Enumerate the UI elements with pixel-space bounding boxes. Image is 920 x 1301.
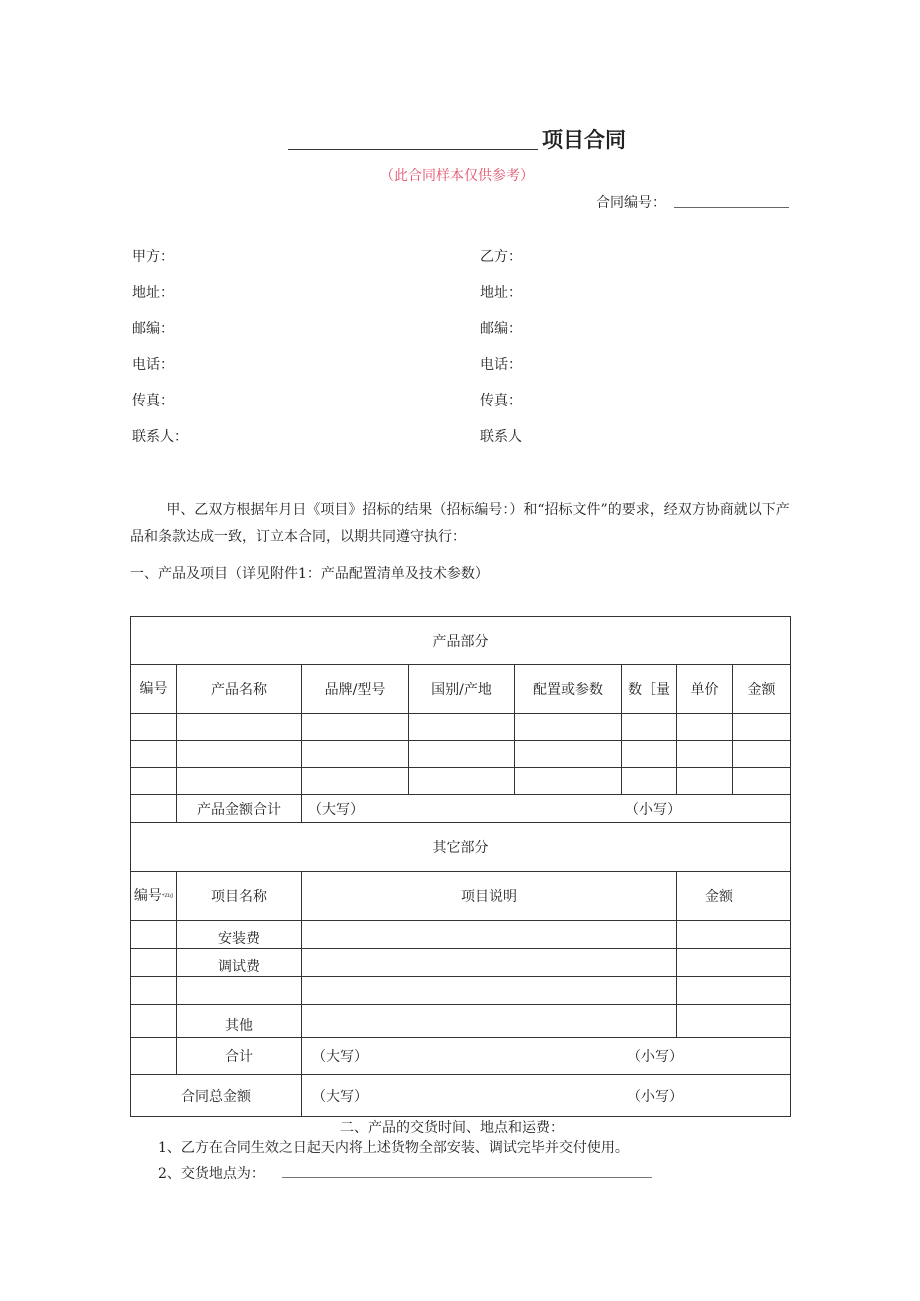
- party-a-phone: 电话：: [132, 357, 174, 373]
- product-total-row: [131, 795, 791, 823]
- table-cell[interactable]: [302, 949, 677, 977]
- other-col-no-mark: *ZbJ: [161, 892, 174, 899]
- col-header-config: 配置或参数: [515, 665, 622, 714]
- table-cell[interactable]: [131, 714, 177, 741]
- table-cell[interactable]: [177, 768, 302, 795]
- contract-number-label: 合同编号：: [596, 195, 666, 211]
- table-cell[interactable]: [677, 741, 733, 768]
- other-row-other: 其他: [177, 1005, 302, 1038]
- other-subtotal-daxie: （大写）: [312, 1049, 368, 1065]
- party-b-fax: 传真：: [480, 393, 522, 409]
- table-cell[interactable]: [677, 714, 733, 741]
- table-cell: [131, 1038, 177, 1075]
- other-col-no-text: 编号: [133, 887, 162, 904]
- product-total-daxie: （大写）: [308, 801, 364, 818]
- party-a-postcode: 邮编：: [132, 321, 174, 337]
- party-a-fax: 传真：: [132, 393, 174, 409]
- table-cell[interactable]: [302, 977, 677, 1005]
- table-row: [131, 768, 791, 795]
- table-row: [131, 714, 791, 741]
- other-section-title: 其它部分: [131, 823, 791, 872]
- table-cell[interactable]: [677, 921, 791, 949]
- party-b-address: 地址：: [480, 285, 522, 301]
- section-1-heading: 一、产品及项目（详见附件1：产品配置清单及技术参数）: [130, 566, 489, 582]
- table-cell[interactable]: [733, 741, 791, 768]
- table-cell[interactable]: [733, 768, 791, 795]
- table-cell[interactable]: [131, 921, 177, 949]
- grand-total-label: 合同总金额: [131, 1075, 302, 1117]
- table-cell: [131, 795, 177, 823]
- table-cell[interactable]: [409, 768, 515, 795]
- table-cell[interactable]: [515, 741, 622, 768]
- other-row-blank: [177, 977, 302, 1005]
- party-b-phone: 电话：: [480, 357, 522, 373]
- col-header-origin: 国别/产地: [409, 665, 515, 714]
- col-header-price: 单价: [677, 665, 733, 714]
- table-cell[interactable]: [177, 714, 302, 741]
- table-cell[interactable]: [622, 714, 677, 741]
- table-cell[interactable]: [677, 949, 791, 977]
- table-cell[interactable]: [131, 1005, 177, 1038]
- other-col-header-amount: 金额: [705, 889, 733, 905]
- col-header-brand: 品牌/型号: [302, 665, 409, 714]
- grand-total-row: [131, 1075, 791, 1117]
- table-cell[interactable]: [131, 977, 177, 1005]
- table-cell[interactable]: [302, 921, 677, 949]
- table-cell[interactable]: [409, 741, 515, 768]
- party-b-contact: 联系人: [480, 429, 522, 445]
- table-cell[interactable]: [515, 714, 622, 741]
- col-header-no: 编号: [131, 665, 177, 714]
- table-cell[interactable]: [302, 1005, 677, 1038]
- title-text: 项目合同: [542, 128, 626, 152]
- other-col-header-desc: 项目说明: [302, 872, 677, 921]
- table-cell[interactable]: [677, 977, 791, 1005]
- table-cell[interactable]: [131, 768, 177, 795]
- other-subtotal-xiaoxie: （小写）: [627, 1049, 683, 1065]
- delivery-item-2-label: 2、交货地点为：: [158, 1166, 265, 1182]
- table-cell[interactable]: [177, 741, 302, 768]
- col-header-amount: 金额: [733, 665, 791, 714]
- grand-total-daxie: （大写）: [312, 1088, 368, 1105]
- table-cell[interactable]: [677, 768, 733, 795]
- other-subtotal-value[interactable]: [302, 1038, 791, 1075]
- contract-title: [288, 124, 688, 154]
- party-b-postcode: 邮编：: [480, 321, 522, 337]
- title-blank-line: [288, 149, 538, 150]
- table-cell[interactable]: [622, 741, 677, 768]
- table-row: [131, 921, 791, 949]
- other-row-debug: 调试费: [177, 949, 302, 977]
- party-a-contact: 联系人：: [132, 429, 188, 445]
- table-cell[interactable]: [733, 714, 791, 741]
- contract-number-line: [674, 207, 789, 208]
- table-cell[interactable]: [409, 714, 515, 741]
- table-cell[interactable]: [622, 768, 677, 795]
- table-cell[interactable]: [131, 949, 177, 977]
- party-b-name: 乙方：: [480, 249, 522, 265]
- other-subtotal-label: 合计: [177, 1038, 302, 1075]
- product-section-title: 产品部分: [131, 617, 791, 665]
- table-cell[interactable]: [302, 714, 409, 741]
- table-row: [131, 1005, 791, 1038]
- other-col-header-amount-cell: [677, 872, 791, 921]
- other-row-install: 安装费: [177, 921, 302, 949]
- grand-total-xiaoxie: （小写）: [627, 1088, 683, 1105]
- section-2-heading: 二、产品的交货时间、地点和运费：: [340, 1120, 564, 1136]
- grand-total-value[interactable]: [302, 1075, 791, 1117]
- table-cell[interactable]: [302, 741, 409, 768]
- product-total-label: 产品金额合计: [177, 795, 302, 823]
- table-cell[interactable]: [302, 768, 409, 795]
- party-a-address: 地址：: [132, 285, 174, 301]
- table-row: [131, 949, 791, 977]
- other-col-header-name: 项目名称: [177, 872, 302, 921]
- delivery-item-1: 1、乙方在合同生效之日起天内将上述货物全部安装、调试完毕并交付使用。: [158, 1140, 629, 1156]
- table-row: [131, 741, 791, 768]
- table-cell[interactable]: [677, 1005, 791, 1038]
- other-subtotal-row: [131, 1038, 791, 1075]
- other-col-header-no: [131, 872, 177, 921]
- table-row: [131, 977, 791, 1005]
- col-header-product-name: 产品名称: [177, 665, 302, 714]
- product-total-value[interactable]: [302, 795, 791, 823]
- intro-paragraph: 甲、乙双方根据年月日《项目》招标的结果（招标编号：）和“招标文件”的要求，经双方协商就以下产品和条款达成一致，订立本合同，以期共同遵守执行：: [130, 502, 790, 545]
- sample-note: （此合同样本仅供参考）: [380, 168, 534, 184]
- delivery-place-line[interactable]: [282, 1177, 652, 1178]
- product-total-xiaoxie: （小写）: [625, 801, 681, 818]
- product-table: [130, 616, 791, 1117]
- table-cell[interactable]: [515, 768, 622, 795]
- table-cell[interactable]: [131, 741, 177, 768]
- col-header-qty: 数［量: [622, 665, 677, 714]
- party-a-name: 甲方：: [132, 249, 174, 265]
